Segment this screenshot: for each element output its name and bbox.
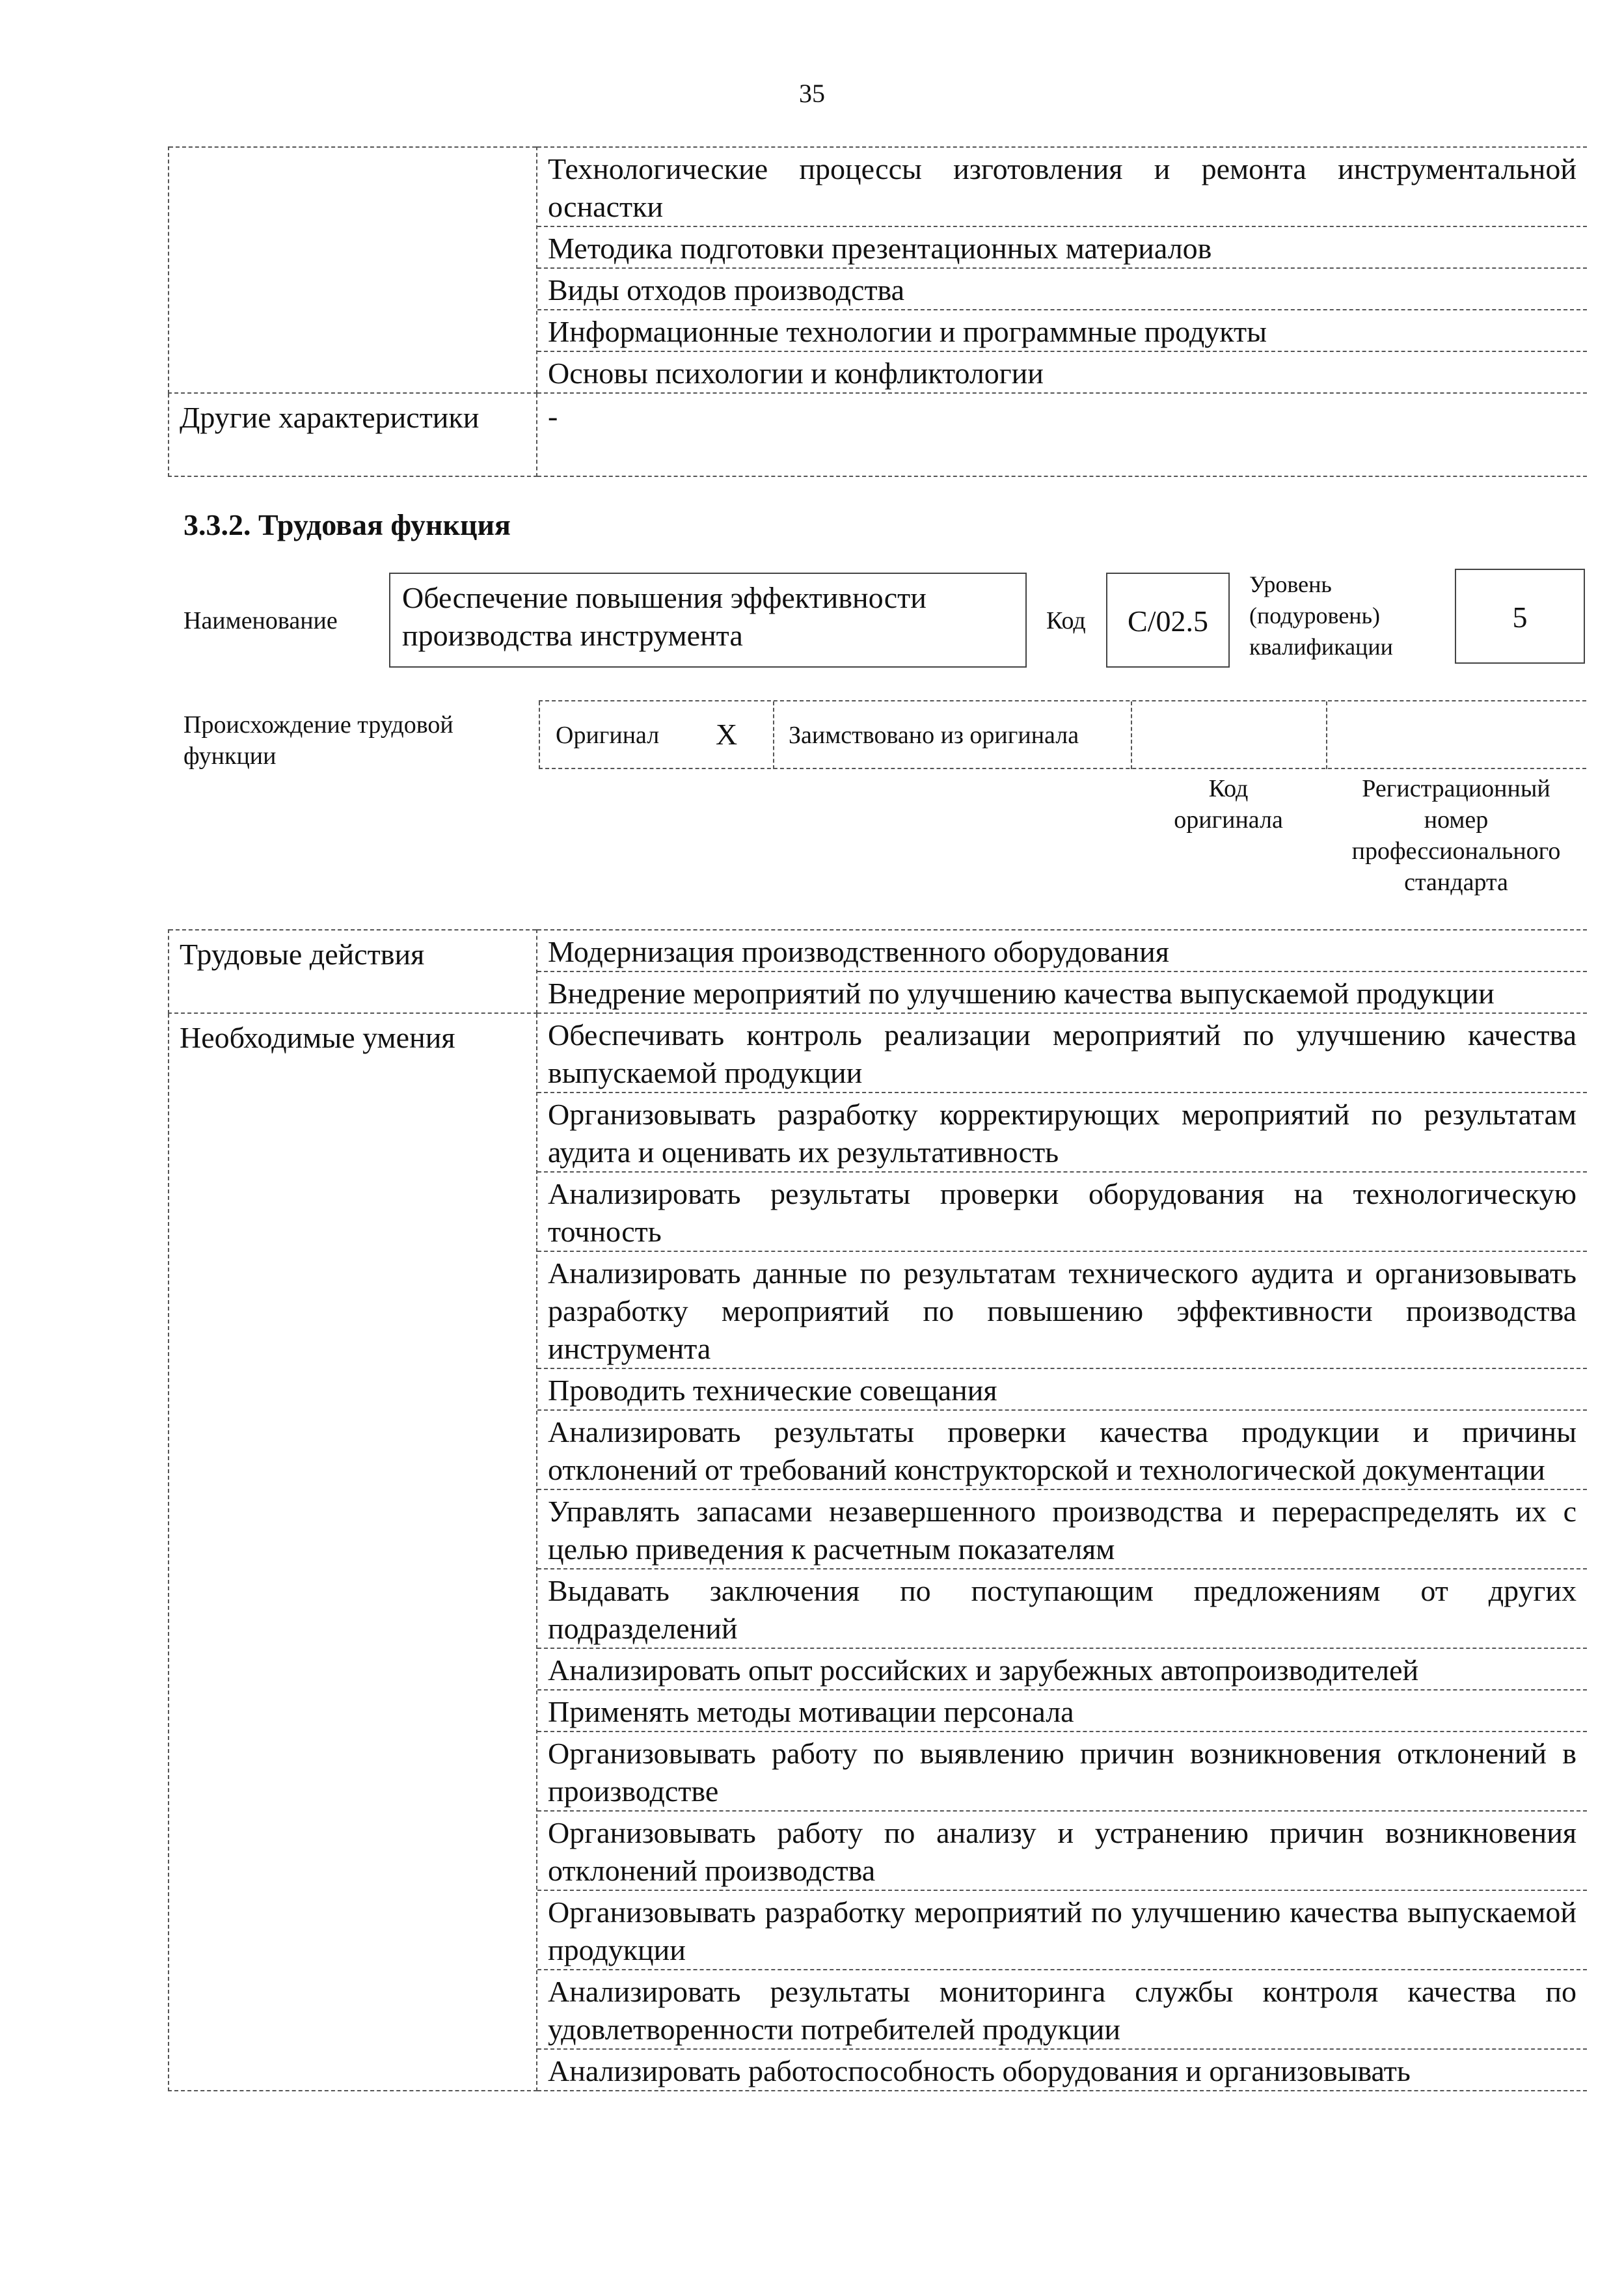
knowledge-item: Основы психологии и конфликтологии — [548, 357, 1044, 390]
caption-line: номер — [1424, 806, 1489, 834]
labor-actions-label: Трудовые действия — [169, 930, 537, 1013]
knowledge-item: Информационные технологии и программные продукты — [537, 310, 1587, 352]
caption-line: профессионального — [1351, 837, 1561, 865]
registration-number-caption — [1326, 773, 1586, 898]
skill-item: Анализировать данные по результатам технического аудита и организовывать разработку мероприятий по повышению эффективности производства инструмента — [537, 1252, 1587, 1369]
section-title: 3.3.2. Трудовая функция — [183, 508, 511, 541]
skill-item: Анализировать работоспособность оборудования и организовывать — [548, 2054, 1411, 2087]
skill-item: Обеспечивать контроль реализации мероприятий по улучшению качества выпускаемой продукции — [537, 1014, 1587, 1093]
original-code-caption — [1131, 773, 1326, 835]
skill-item: Организовывать работу по выявлению причин возникновения отклонений в производстве — [537, 1732, 1587, 1812]
original-mark: X — [716, 718, 738, 751]
borrowed-cell — [773, 701, 1131, 769]
code-label: Код — [1046, 607, 1086, 634]
skill-item: Анализировать результаты проверки качества продукции и причины отклонений от требований конструкторской и технологической документации — [537, 1411, 1587, 1490]
caption-line: Код — [1208, 775, 1249, 802]
knowledge-table — [168, 146, 1587, 477]
original-label: Оригинал — [556, 722, 660, 749]
level-label-line: (подуровень) — [1249, 603, 1380, 629]
name-label: Наименование — [183, 607, 338, 634]
skill-item: Организовывать работу по анализу и устранению причин возникновения отклонений производства — [537, 1812, 1587, 1891]
knowledge-label-cell — [169, 147, 537, 393]
knowledge-item: Методика подготовки презентационных материалов — [537, 227, 1587, 269]
origin-label-line: Происхождение трудовой — [183, 711, 453, 739]
labor-action-item: Внедрение мероприятий по улучшению качества выпускаемой продукции — [548, 977, 1495, 1010]
origin-label-line: функции — [183, 742, 277, 770]
knowledge-item: Виды отходов производства — [537, 269, 1587, 310]
original-cell — [539, 701, 773, 769]
qualification-level-value: 5 — [1455, 569, 1585, 664]
labor-action-item: Модернизация производственного оборудования — [537, 930, 1587, 972]
level-label-line: квалификации — [1249, 634, 1393, 660]
other-characteristics-label: Другие характеристики — [169, 393, 537, 476]
origin-label — [183, 709, 522, 772]
knowledge-items-cell — [537, 147, 1587, 393]
caption-line: стандарта — [1404, 869, 1508, 896]
borrowed-label: Заимствовано из оригинала — [789, 722, 1079, 749]
function-name-box — [389, 573, 1027, 668]
registration-number-cell — [1326, 701, 1586, 769]
skill-item: Управлять запасами незавершенного производства и перераспределять их с целью приведения к расчетным показателям — [537, 1490, 1587, 1569]
skill-item: Анализировать результаты проверки оборудования на технологическую точность — [537, 1173, 1587, 1252]
caption-line: оригинала — [1174, 806, 1283, 834]
origin-table — [539, 700, 1586, 769]
other-characteristics-value: - — [537, 393, 1587, 476]
labor-actions-cell — [537, 930, 1587, 1013]
qualification-level-label — [1249, 569, 1393, 662]
skill-item: Организовывать разработку мероприятий по улучшению качества выпускаемой продукции — [537, 1891, 1587, 1970]
caption-line: Регистрационный — [1362, 775, 1550, 802]
skill-item: Анализировать результаты мониторинга службы контроля качества по удовлетворенности потребителей продукции — [537, 1970, 1587, 2050]
page-number: 35 — [799, 79, 825, 108]
skill-item: Применять методы мотивации персонала — [537, 1691, 1587, 1732]
function-details-table — [168, 929, 1587, 2091]
required-skills-label: Необходимые умения — [169, 1013, 537, 2091]
skill-item: Организовывать разработку корректирующих мероприятий по результатам аудита и оценивать их результативность — [537, 1093, 1587, 1173]
function-name-value: Обеспечение повышения эффективности производства инструмента — [402, 581, 927, 652]
original-code-cell — [1131, 701, 1326, 769]
knowledge-item: Технологические процессы изготовления и ремонта инструментальной оснастки — [537, 148, 1587, 227]
code-value: С/02.5 — [1106, 573, 1230, 668]
required-skills-cell — [537, 1013, 1587, 2091]
skill-item: Анализировать опыт российских и зарубежных автопроизводителей — [537, 1649, 1587, 1691]
skill-item: Проводить технические совещания — [537, 1369, 1587, 1411]
level-label-line: Уровень — [1249, 571, 1332, 597]
skill-item: Выдавать заключения по поступающим предложениям от других подразделений — [537, 1569, 1587, 1649]
